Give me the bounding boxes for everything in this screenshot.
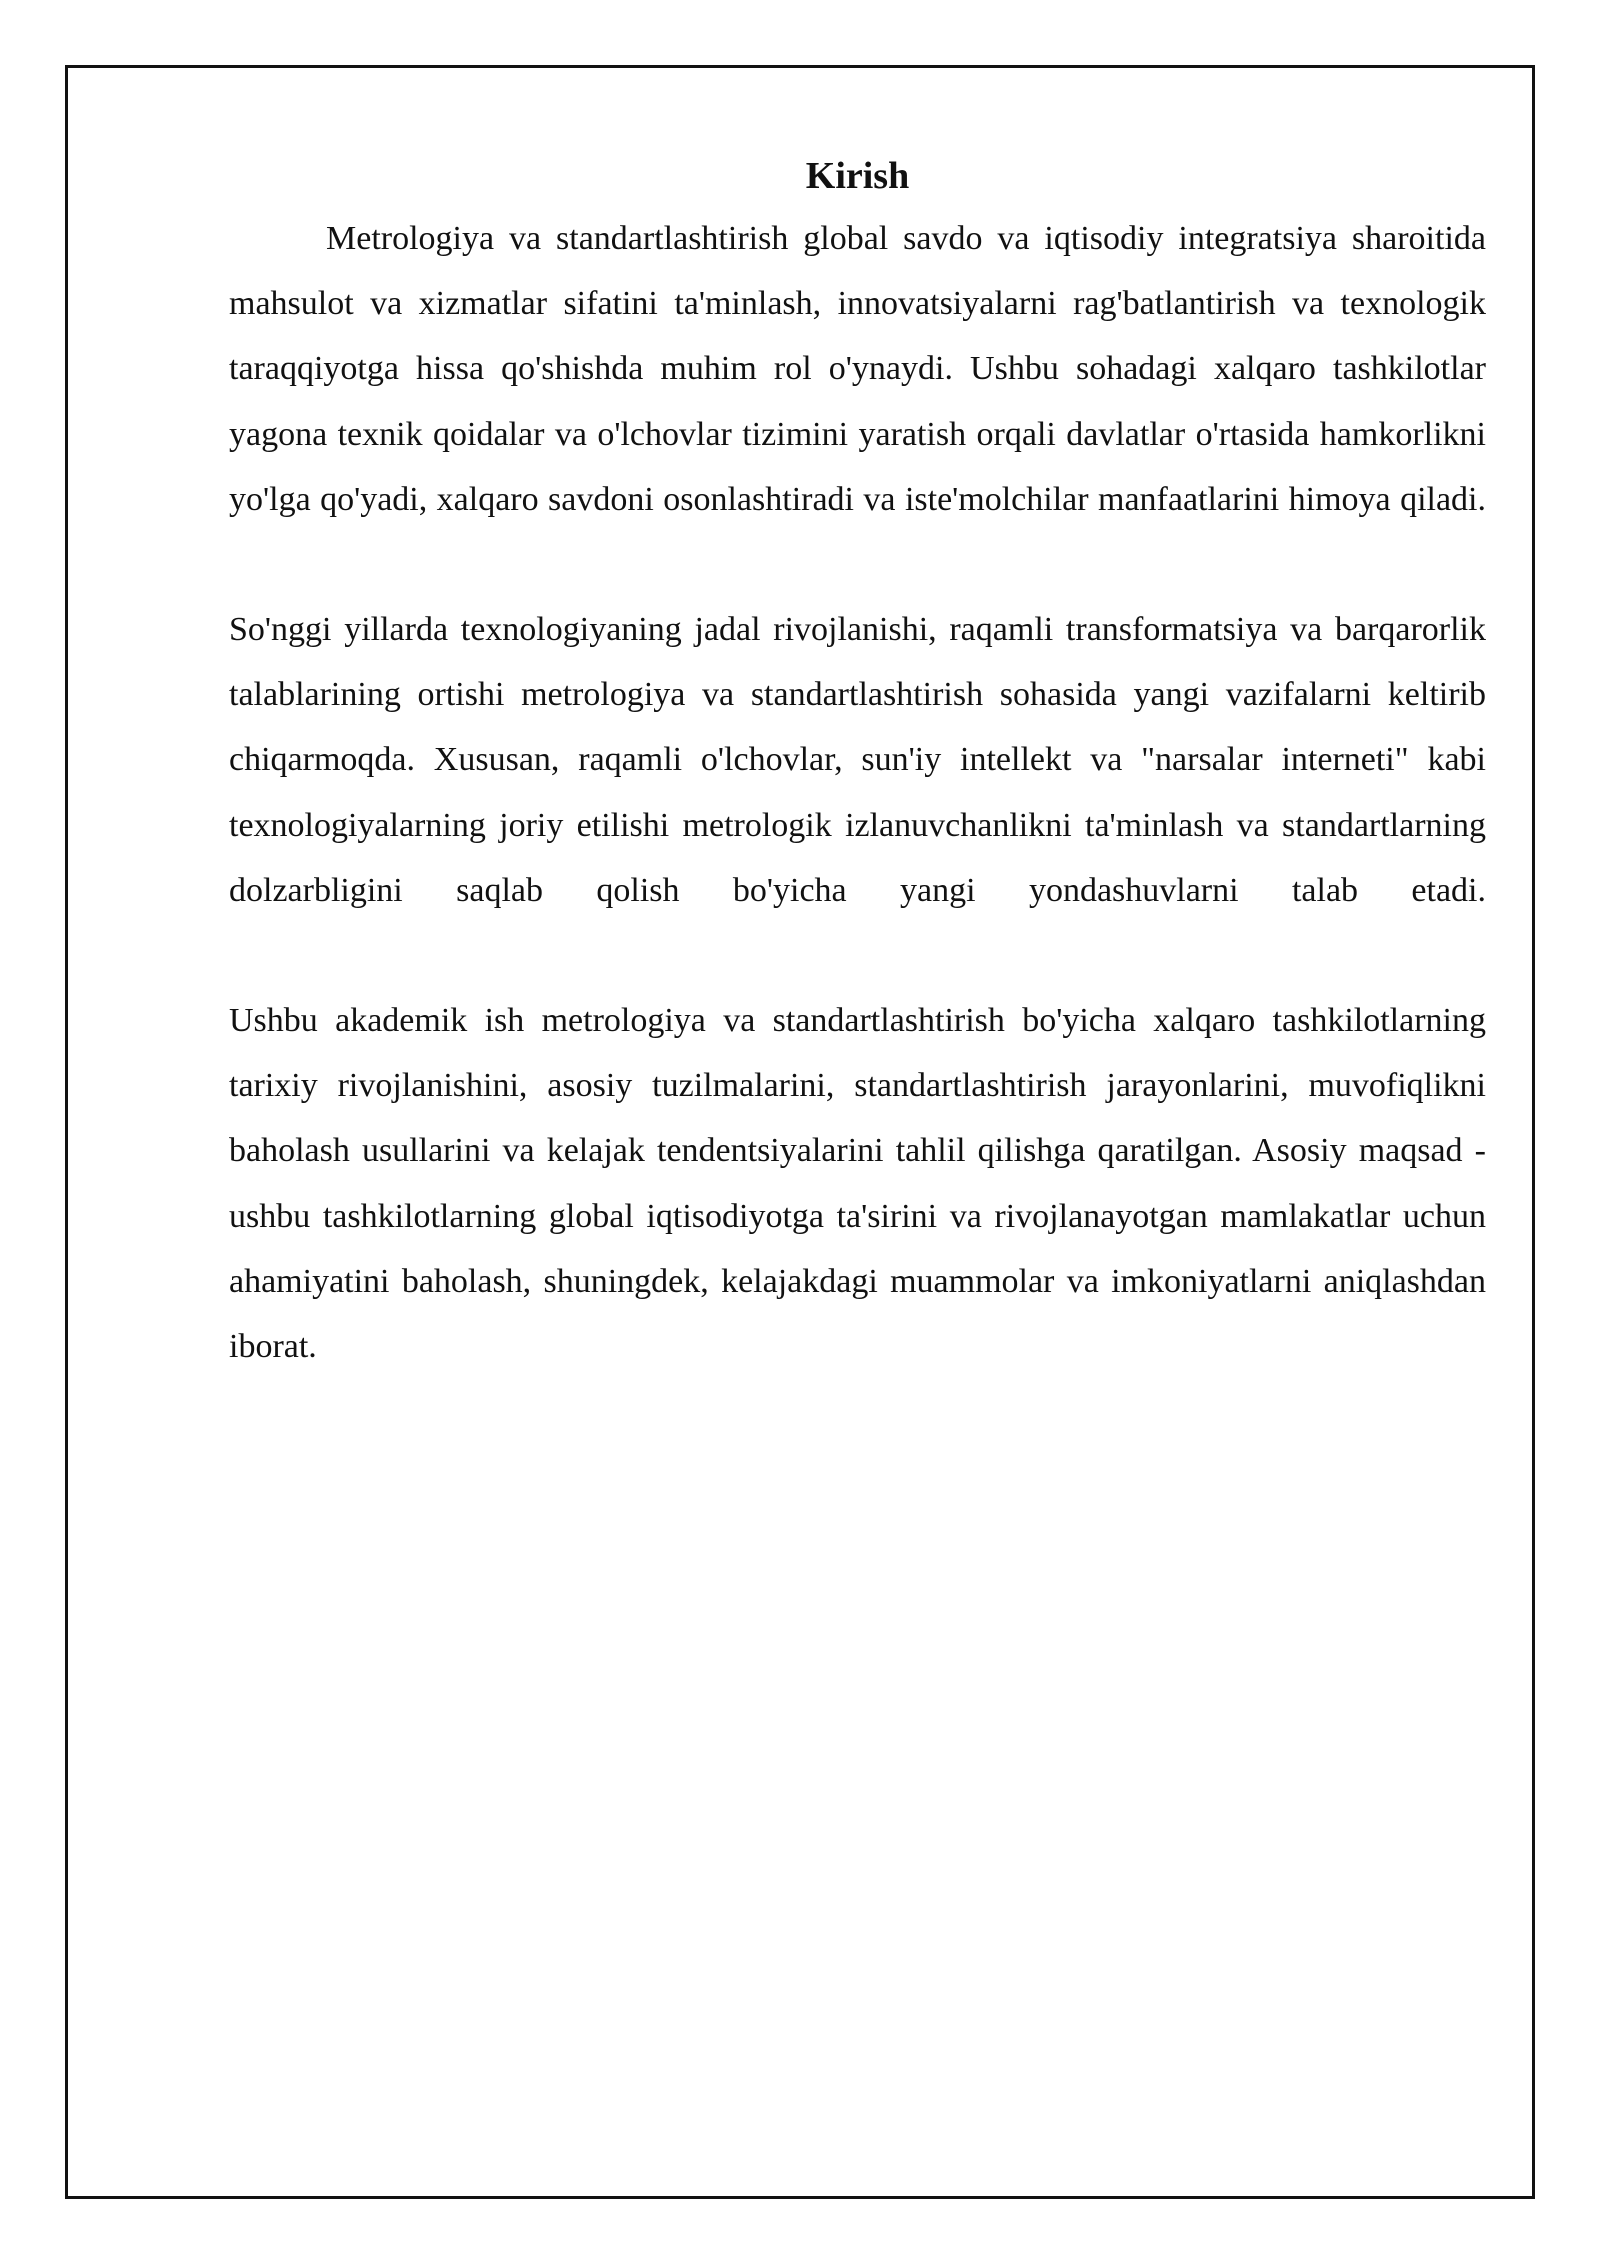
paragraph-spacer bbox=[229, 923, 1486, 988]
paragraph-purpose: Ushbu akademik ish metrologiya va standartlashtirish bo'yicha xalqaro tashkilotlarning tarixiy rivojlanishini, asosiy tuzilmalarini, standartlashtirish jarayonlarini, muvofiqlikni baholash usullarini va kelajak tendentsiyalarini tahlil qilishga qaratilgan. Asosiy maqsad - ushbu tashkilotlarning global iqtisodiyotga ta'sirini va rivojlanayotgan mamlakatlar uchun ahamiyatini baholash, shuningdek, kelajakdagi muammolar va imkoniyatlarni aniqlashdan iborat. bbox=[229, 1002, 1486, 1366]
section-title: Kirish bbox=[805, 155, 910, 197]
paragraph-recent-trends: So'nggi yillarda texnologiyaning jadal rivojlanishi, raqamli transformatsiya va barqarorlik talablarining ortishi metrologiya va standartlashtirish sohasida yangi vazifalarni keltirib chiqarmoqda. Xususan, raqamli o'lchovlar, sun'iy intellekt va "narsalar interneti" kabi texnologiyalarning joriy etilishi metrologik izlanuvchanlikni ta'minlash va standartlarning dolzarbligini saqlab qolish bo'yicha yangi yondashuvlarni talab etadi. bbox=[229, 611, 1486, 909]
paragraph-spacer bbox=[229, 532, 1486, 597]
paragraph-intro: Metrologiya va standartlashtirish global savdo va iqtisodiy integratsiya sharoitida mahsulot va xizmatlar sifatini ta'minlash, innovatsiyalarni rag'batlantirish va texnologik taraqqiyotga hissa qo'shishda muhim rol o'ynaydi. Ushbu sohadagi xalqaro tashkilotlar yagona texnik qoidalar va o'lchovlar tizimini yaratish orqali davlatlar o'rtasida hamkorlikni yo'lga qo'yadi, xalqaro savdoni osonlashtiradi va iste'molchilar manfaatlarini himoya qiladi. bbox=[229, 220, 1486, 518]
document-body bbox=[229, 150, 1486, 1379]
